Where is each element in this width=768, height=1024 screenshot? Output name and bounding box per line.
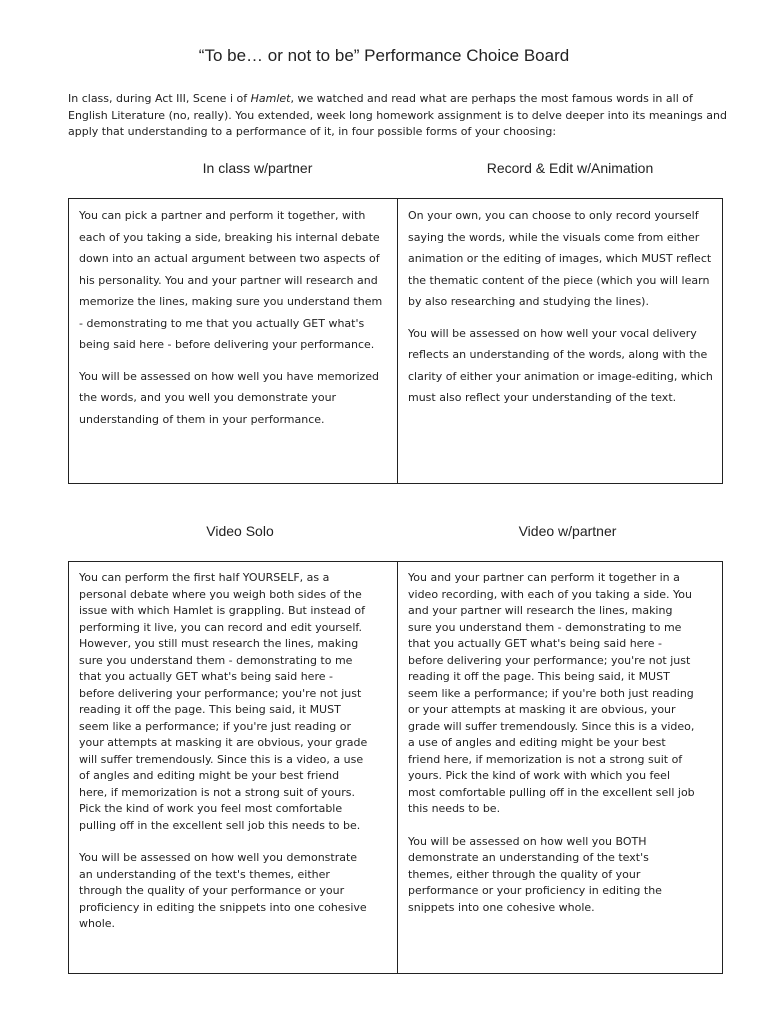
choice-grid-bottom [68, 561, 723, 974]
heading-video-solo: Video Solo [206, 523, 274, 539]
cell-video-solo [69, 562, 397, 973]
choice-grid-top [68, 198, 723, 484]
in-class-partner-assessment: You will be assessed on how well you have memorized the words, and you well you demonstrate your understanding of them in your performance. [79, 369, 380, 426]
heading-in-class-partner: In class w/partner [202, 160, 313, 176]
intro-text-after: , we watched and read what are perhaps the most famous words in all of English Literature (no, really). You extended, week long homework assignment is to delve deeper into its meanings and apply that understanding to a performance of it, in four possible forms of your choosing: [68, 92, 727, 138]
cell-video-partner [397, 562, 722, 973]
heading-video-partner: Video w/partner [518, 523, 617, 539]
record-edit-animation-assessment: You will be assessed on how well your vocal delivery reflects an understanding of the words, along with the clarity of either your animation or image-editing, which must also reflect your understanding of the text. [408, 326, 713, 404]
heading-record-edit-animation: Record & Edit w/Animation [486, 160, 654, 176]
intro-paragraph [68, 91, 728, 141]
intro-text-emphasis: Hamlet [250, 92, 291, 105]
video-partner-description: You and your partner can perform it together in a video recording, with each of you taking a side. You and your partner will research the lines, making sure you understand them - demonstrating to me that you actually GET what's being said here - before delivering your performance; you're not just reading it off the page. This being said, it MUST seem like a performance; if you're both just reading or your attempts at masking it are obvious, your grade will suffer tremendously. Since this is a video, a use of angles and editing might be your best friend here, if memorization is not a strong suit of yours. Pick the kind of work with which you feel most comfortable pulling off in the excellent sell job this needs to be. [408, 571, 695, 815]
cell-in-class-partner [69, 199, 397, 483]
video-solo-description: You can perform the first half YOURSELF, as a personal debate where you weigh both sides of the issue with which Hamlet is grappling. But instead of performing it live, you can record and edit yourself. However, you still must research the lines, making sure you understand them - demonstrating to me that you actually GET what's being said here - before delivering your performance; you're not just reading it off the page. This being said, it MUST seem like a performance; if you're just reading or your attempts at masking it are obvious, your grade will suffer tremendously. Since this is a video, a use of angles and editing might be your best friend here, if memorization is not a strong suit of yours. Pick the kind of work you feel most comfortable pulling off in the excellent sell job this needs to be. [79, 571, 368, 832]
page-title-text: “To be… or not to be” Performance Choice Board [198, 46, 570, 65]
page-title [0, 46, 768, 66]
record-edit-animation-description: On your own, you can choose to only record yourself saying the words, while the visuals come from either animation or the editing of images, which MUST reflect the thematic content of the piece (which you will learn by also researching and studying the lines). [408, 209, 712, 308]
video-partner-assessment: You will be assessed on how well you BOTH demonstrate an understanding of the text's themes, either through the quality of your performance or your proficiency in editing the snippets into one cohesive whole. [408, 834, 662, 914]
intro-text-before: In class, during Act III, Scene i of [68, 92, 251, 105]
video-solo-assessment: You will be assessed on how well you demonstrate an understanding of the text's themes, either through the quality of your performance or your proficiency in editing the snippets into one cohesive whole. [79, 851, 367, 930]
in-class-partner-description: You can pick a partner and perform it together, with each of you taking a side, breaking his internal debate down into an actual argument between two aspects of his personality. You and your partner will research and memorize the lines, making sure you understand them - demonstrating to me that you actually GET what's being said here - before delivering your performance. [79, 209, 383, 351]
cell-record-edit-animation [397, 199, 722, 483]
